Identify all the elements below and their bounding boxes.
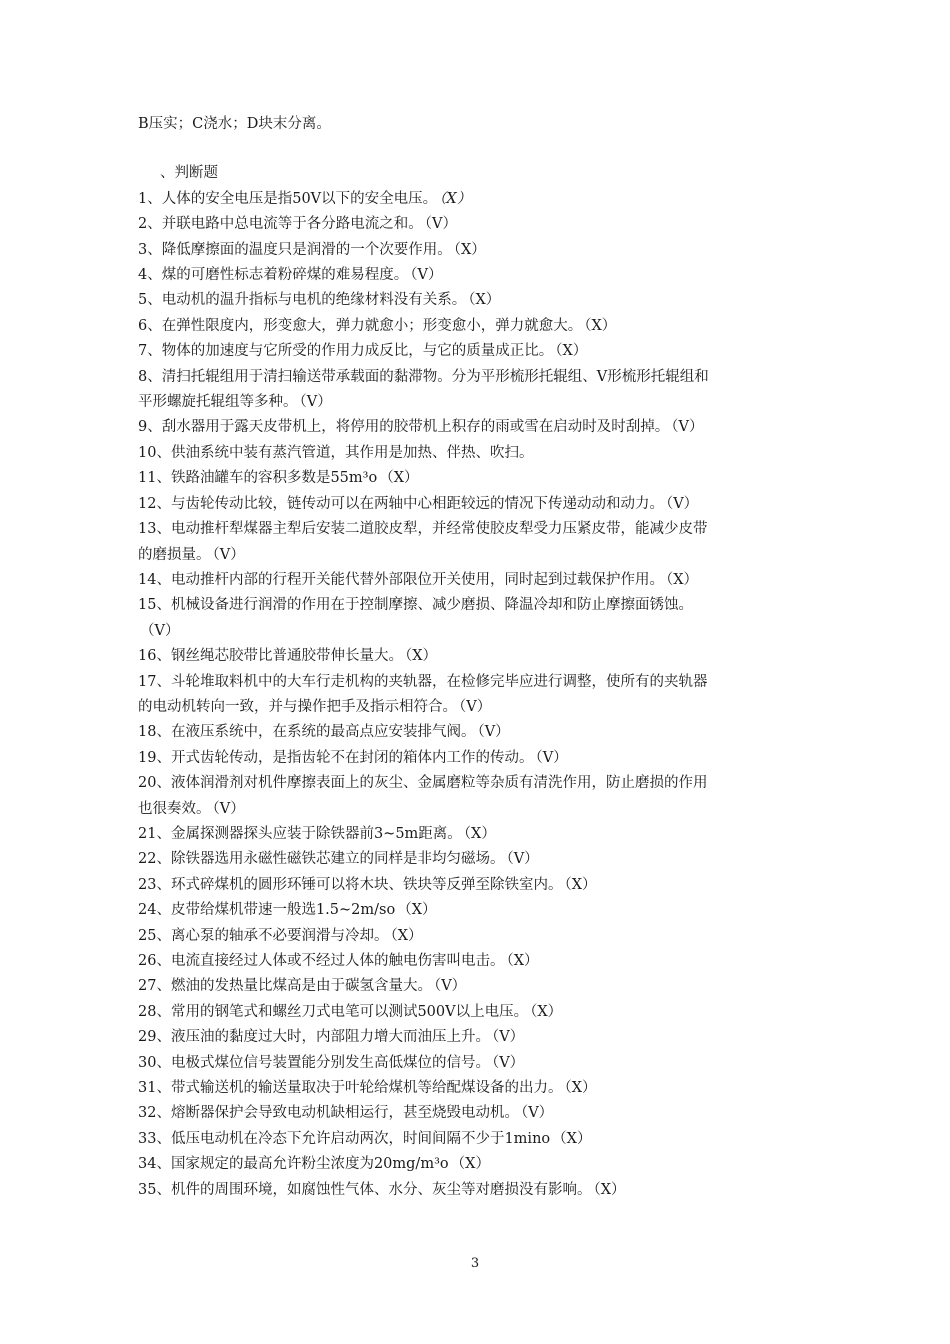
question-item [138, 974, 818, 999]
question-item [138, 263, 818, 288]
question-number: 18 [138, 724, 157, 741]
question-item [138, 187, 818, 212]
number-separator: 、 [156, 521, 171, 538]
question-number: 31 [138, 1080, 157, 1097]
question-number: 29 [138, 1029, 157, 1046]
question-number: 21 [138, 825, 157, 842]
question-text: 与齿轮传动比较，链传动可以在两轴中心相距较远的情况下传递动动和动力。 [170, 495, 664, 512]
question-item [138, 492, 818, 517]
question-item [138, 238, 818, 263]
question-text: 熔断器保护会导致电动机缺相运行，甚至烧毁电动机。 [170, 1105, 519, 1122]
answer-mark: （X） [584, 317, 617, 334]
question-item [138, 898, 818, 923]
number-separator: 、 [156, 749, 171, 766]
question-item [138, 644, 818, 669]
question-text: 钢丝绳芯胶带比普通胶带伸长量大。 [170, 648, 403, 665]
answer-mark: （V） [535, 749, 568, 766]
number-separator: 、 [147, 343, 162, 360]
question-item [138, 1000, 818, 1025]
answer-mark: （X） [463, 825, 496, 842]
question-item [138, 670, 818, 721]
question-item [138, 1051, 818, 1076]
question-item [138, 466, 818, 491]
question-text: 人体的安全电压是指50V以下的安全电压。 [161, 190, 438, 207]
number-separator: 、 [156, 825, 171, 842]
question-item [138, 365, 818, 416]
question-text: 环式碎煤机的圆形环锤可以将木块、铁块等反弹至除铁室内。 [170, 876, 563, 893]
number-separator: 、 [147, 317, 162, 334]
question-item [138, 1152, 818, 1177]
question-number: 23 [138, 876, 157, 893]
question-text: 常用的钢笔式和螺丝刀式电笔可以测试500V以上电压。 [170, 1003, 529, 1020]
number-separator: 、 [147, 241, 162, 258]
number-separator: 、 [156, 876, 171, 893]
question-number: 24 [138, 902, 157, 919]
question-text: 低压电动机在冷态下允许启动两次，时间间隔不少于1mino [170, 1130, 551, 1147]
question-number: 32 [138, 1105, 157, 1122]
number-separator: 、 [156, 1080, 171, 1097]
number-separator: 、 [156, 724, 171, 741]
answer-mark: （X） [404, 648, 438, 665]
question-list [138, 187, 818, 1203]
number-separator: 、 [156, 470, 171, 487]
question-item [138, 720, 818, 745]
number-separator: 、 [156, 571, 171, 588]
answer-mark: （X） [665, 571, 699, 588]
number-separator: 、 [147, 267, 162, 284]
question-text: 电动机的温升指标与电机的绝缘材料没有关系。 [161, 292, 467, 309]
question-text: 燃油的发热量比煤高是由于碳氢含量大。 [170, 978, 432, 995]
question-text: 在弹性限度内，形变愈大，弹力就愈小；形变愈小，弹力就愈大。 [161, 317, 583, 334]
answer-mark: （V） [665, 495, 699, 512]
answer-mark: （V） [212, 800, 245, 817]
answer-mark: （X） [468, 292, 501, 309]
number-separator: 、 [147, 292, 162, 309]
question-item [138, 593, 818, 644]
question-text: 离心泵的轴承不必要润滑与冷却。 [170, 927, 389, 944]
answer-mark: （V） [459, 698, 492, 715]
question-number: 5 [138, 292, 148, 309]
question-number: 6 [138, 317, 148, 334]
number-separator: 、 [156, 927, 171, 944]
answer-mark: （V） [299, 394, 332, 411]
number-separator: 、 [156, 1156, 171, 1173]
answer-mark: （V） [212, 546, 245, 563]
question-item [138, 517, 818, 568]
answer-mark: （X） [450, 1156, 490, 1173]
number-separator: 、 [156, 1003, 171, 1020]
question-item [138, 415, 818, 440]
question-number: 15 [138, 597, 157, 614]
answer-mark: （V） [410, 267, 443, 284]
page-number: 3 [470, 1256, 480, 1271]
number-separator: 、 [156, 673, 171, 690]
answer-mark: （V） [433, 978, 467, 995]
number-separator: 、 [156, 1105, 171, 1122]
intro-paragraph: B压实；C浇水；D块末分离。 [138, 116, 331, 132]
question-number: 14 [138, 571, 157, 588]
question-item [138, 1025, 818, 1050]
question-text: 刮水器用于露天皮带机上，将停用的胶带机上积存的雨或雪在启动时及时刮掉。 [161, 419, 670, 436]
question-number: 10 [138, 444, 157, 461]
number-separator: 、 [147, 190, 162, 207]
question-text: 开式齿轮传动，是指齿轮不在封闭的箱体内工作的传动。 [170, 749, 534, 766]
question-number: 33 [138, 1130, 157, 1147]
question-text: 供油系统中装有蒸汽管道，其作用是加热、伴热、吹扫。 [170, 444, 534, 461]
answer-mark: （X） [379, 470, 419, 487]
answer-mark: （X） [564, 876, 597, 893]
answer-mark: （V） [424, 216, 457, 233]
question-number: 22 [138, 851, 157, 868]
answer-mark: （V） [140, 622, 180, 639]
question-text: 电极式煤位信号装置能分别发生高低煤位的信号。 [170, 1054, 490, 1071]
question-number: 19 [138, 749, 157, 766]
answer-mark: （V） [506, 851, 539, 868]
question-item [138, 339, 818, 364]
answer-mark: （X） [530, 1003, 563, 1020]
number-separator: 、 [156, 851, 171, 868]
answer-mark: （X） [453, 241, 486, 258]
answer-mark: （X） [397, 902, 437, 919]
question-text: 降低摩擦面的温度只是润滑的一个次要作用。 [161, 241, 452, 258]
answer-mark: （X） [390, 927, 423, 944]
question-number: 28 [138, 1003, 157, 1020]
question-text: 除铁器选用永磁性磁铁芯建立的同样是非均匀磁场。 [170, 851, 505, 868]
answer-mark: （X） [593, 1181, 626, 1198]
question-item [138, 949, 818, 974]
question-number: 8 [138, 368, 148, 385]
question-text: 在液压系统中，在系统的最高点应安装排气阀。 [170, 724, 476, 741]
number-separator: 、 [156, 775, 171, 792]
answer-mark: （X） [439, 190, 472, 207]
answer-mark: （V） [491, 1029, 525, 1046]
question-item [138, 771, 818, 822]
number-separator: 、 [156, 444, 171, 461]
answer-mark: （X） [552, 1130, 592, 1147]
question-item [138, 873, 818, 898]
question-item [138, 847, 818, 872]
question-text: 电流直接经过人体或不经过人体的触电伤害叫电击。 [170, 953, 505, 969]
number-separator: 、 [156, 597, 171, 614]
question-text: 液体润滑剂对机件摩擦表面上的灰尘、金属磨粒等杂质有清洗作用，防止磨损的作用 也很奏效。 [138, 775, 708, 817]
question-text: 电动推杆内部的行程开关能代替外部限位开关使用，同时起到过载保护作用。 [170, 571, 664, 588]
question-number: 17 [138, 673, 157, 690]
question-text: 电动推杆犁煤器主犁后安装二道胶皮犁，并经常使胶皮犁受力压紧皮带，能减少皮带 的磨损量。 [138, 521, 708, 563]
page-content [138, 112, 818, 1203]
question-number: 27 [138, 978, 157, 995]
question-number: 20 [138, 775, 157, 792]
question-item [138, 212, 818, 237]
number-separator: 、 [156, 953, 171, 969]
question-text: 带式输送机的输送量取决于叶轮给煤机等给配煤设备的出力。 [170, 1080, 563, 1097]
question-number: 26 [138, 953, 157, 969]
question-text: 皮带给煤机带速一般选1.5~2m/so [170, 902, 396, 919]
question-number: 4 [138, 267, 148, 284]
question-item [138, 746, 818, 771]
question-item [138, 314, 818, 339]
question-number: 13 [138, 521, 157, 538]
number-separator: 、 [156, 1054, 171, 1071]
answer-mark: （V） [671, 419, 704, 436]
section-heading: 、判断题 [160, 165, 218, 182]
question-text: 铁路油罐车的容积多数是55m³o [170, 470, 378, 487]
question-text: 机械设备进行润滑的作用在于控制摩擦、减少磨损、降温冷却和防止摩擦面锈蚀。 [170, 597, 693, 614]
question-number: 12 [138, 495, 157, 512]
number-separator: 、 [156, 1130, 171, 1147]
question-number: 35 [138, 1181, 157, 1198]
question-text: 液压油的黏度过大时，内部阻力增大而油压上升。 [170, 1029, 490, 1046]
question-number: 11 [138, 470, 157, 487]
number-separator: 、 [156, 1029, 171, 1046]
question-item [138, 441, 818, 466]
number-separator: 、 [147, 216, 162, 233]
number-separator: 、 [156, 648, 171, 665]
number-separator: 、 [156, 902, 171, 919]
question-item [138, 1178, 818, 1203]
question-number: 30 [138, 1054, 157, 1071]
answer-mark: （X） [506, 953, 539, 969]
number-separator: 、 [147, 419, 162, 436]
question-text: 斗轮堆取料机中的大车行走机构的夹轨器，在检修完毕应进行调整，使所有的夹轨器 的电动机转向一致，并与操作把手及指示相符合。 [138, 673, 708, 715]
question-item [138, 822, 818, 847]
answer-mark: （V） [491, 1054, 525, 1071]
answer-mark: （X） [555, 343, 588, 360]
question-item [138, 1101, 818, 1126]
question-number: 7 [138, 343, 148, 360]
question-item [138, 568, 818, 593]
question-number: 3 [138, 241, 148, 258]
question-number: 25 [138, 927, 157, 944]
question-text: 物体的加速度与它所受的作用力成反比，与它的质量成正比。 [161, 343, 554, 360]
question-text: 机件的周围环境，如腐蚀性气体、水分、灰尘等对磨损没有影响。 [170, 1181, 592, 1198]
question-number: 2 [138, 216, 148, 233]
number-separator: 、 [156, 1181, 171, 1198]
answer-mark: （V） [477, 724, 510, 741]
answer-mark: （X） [564, 1080, 597, 1097]
question-text: 并联电路中总电流等于各分路电流之和。 [161, 216, 423, 233]
question-text: 清扫托辊组用于清扫输送带承载面的黏滞物。分为平形梳形托辊组、V形梳形托辊组和 平形螺旋托辊组等多种。 [138, 368, 709, 411]
number-separator: 、 [156, 495, 171, 512]
number-separator: 、 [147, 368, 162, 385]
question-text: 煤的可磨性标志着粉碎煤的难易程度。 [161, 267, 409, 284]
answer-mark: （V） [520, 1105, 554, 1122]
question-item [138, 924, 818, 949]
number-separator: 、 [156, 978, 171, 995]
question-text: 金属探测器探头应装于除铁器前3~5m距离。 [170, 825, 462, 842]
question-item [138, 1127, 818, 1152]
question-number: 1 [138, 190, 148, 207]
question-number: 9 [138, 419, 148, 436]
question-text: 国家规定的最高允许粉尘浓度为20mg/m³o [170, 1156, 449, 1173]
question-item [138, 288, 818, 313]
question-item [138, 1076, 818, 1101]
question-number: 34 [138, 1156, 157, 1173]
question-number: 16 [138, 648, 157, 665]
